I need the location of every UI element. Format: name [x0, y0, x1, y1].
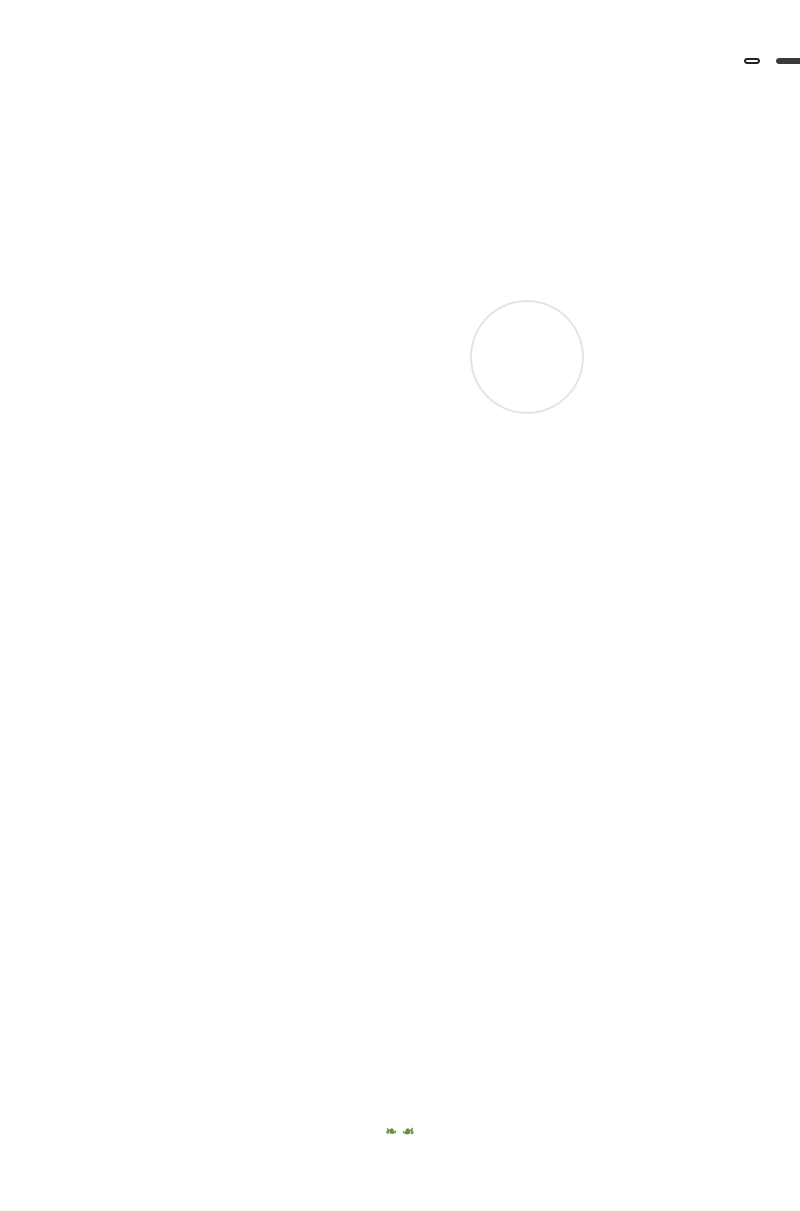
leaf-right-icon: ☙: [402, 1124, 415, 1140]
answer-content: [58, 100, 758, 243]
page-footer: [0, 1124, 800, 1140]
leaf-left-icon: ❧: [385, 1124, 398, 1140]
answer-line: [58, 130, 758, 157]
stamp-mark: [470, 300, 584, 414]
section-title-module-12-unit-2: [58, 213, 758, 243]
grade-box: [744, 58, 760, 64]
page-header: [744, 48, 800, 74]
answer-line: [58, 187, 758, 214]
speed-badge: [776, 58, 800, 64]
section-title-module-11: [58, 100, 758, 130]
section-title-module-12-unit-1: [58, 157, 758, 187]
